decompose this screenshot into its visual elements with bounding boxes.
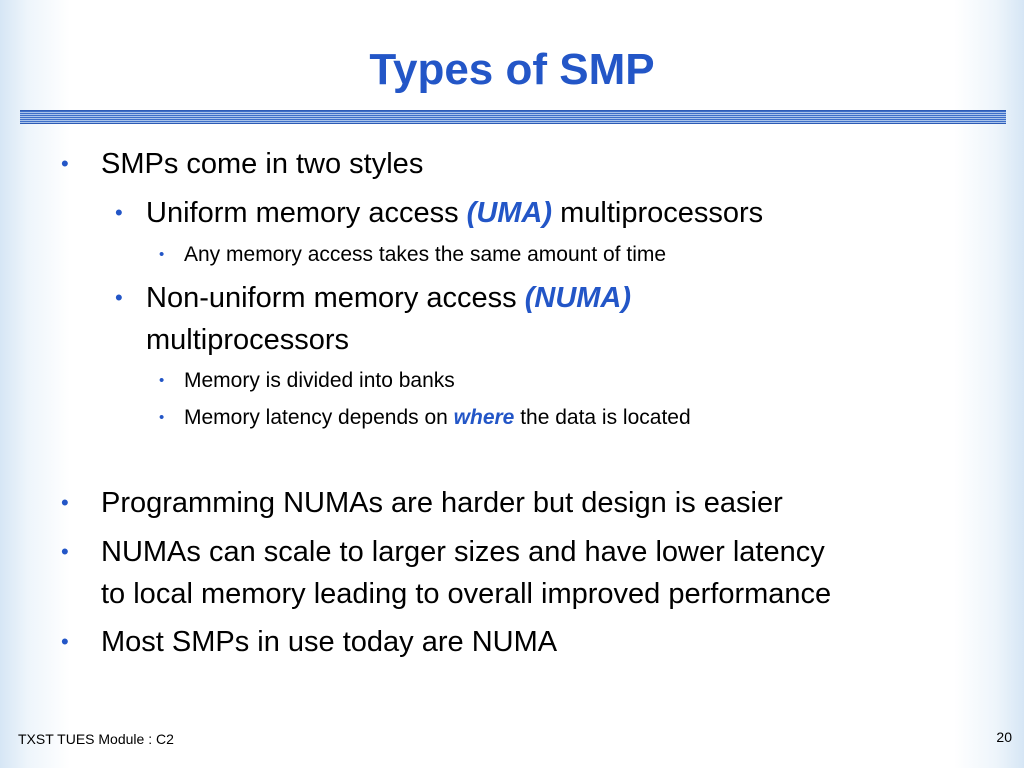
bullet-numa-banks	[159, 362, 455, 399]
bullet-dot-icon: •	[115, 285, 123, 310]
bullet-text: Programming NUMAs are harder but design is easier	[101, 487, 783, 519]
bullet-numa	[115, 277, 632, 319]
bullet-programming-numa	[61, 482, 783, 524]
bullet-text: the data is located	[514, 406, 691, 429]
bullet-numa-scale	[61, 531, 825, 573]
bullet-dot-icon: •	[159, 246, 165, 263]
bullet-text: Non-uniform memory access	[146, 282, 525, 314]
page-number: 20	[996, 729, 1012, 745]
bullet-smp-styles	[61, 143, 424, 185]
bullet-dot-icon: •	[61, 539, 69, 564]
bullet-text: Memory is divided into banks	[184, 369, 455, 392]
bullet-dot-icon: •	[61, 629, 69, 654]
bullet-text: Most SMPs in use today are NUMA	[101, 626, 558, 658]
bullet-uma-detail	[159, 236, 667, 273]
bullet-smps-today	[61, 621, 558, 663]
bullet-text: Memory latency depends on	[184, 406, 454, 429]
bullet-dot-icon: •	[61, 490, 69, 515]
bullet-dot-icon: •	[159, 409, 165, 426]
bullet-dot-icon: •	[115, 200, 123, 225]
bullet-text: Uniform memory access	[146, 197, 467, 229]
footer-module: TXST TUES Module : C2	[18, 731, 174, 747]
bullet-numa-latency	[159, 399, 691, 436]
bullet-text: Any memory access takes the same amount of time	[184, 243, 667, 266]
slide-title: Types of SMP	[369, 45, 655, 94]
bullet-text: multiprocessors	[146, 324, 350, 356]
bullet-dot-icon: •	[159, 372, 165, 389]
uma-term: (UMA)	[466, 197, 553, 229]
bullet-text: multiprocessors	[552, 197, 764, 229]
bullet-uma	[115, 192, 764, 234]
where-term: where	[453, 406, 515, 429]
bullet-text: NUMAs can scale to larger sizes and have lower latency	[101, 536, 825, 568]
bullet-text: SMPs come in two styles	[101, 148, 424, 180]
numa-term: (NUMA)	[524, 282, 632, 314]
bullet-numa-scale-continued	[101, 573, 831, 615]
bullet-text: to local memory leading to overall improved performance	[101, 578, 832, 610]
bullet-numa-continued	[146, 319, 349, 361]
bullet-dot-icon: •	[61, 151, 69, 176]
